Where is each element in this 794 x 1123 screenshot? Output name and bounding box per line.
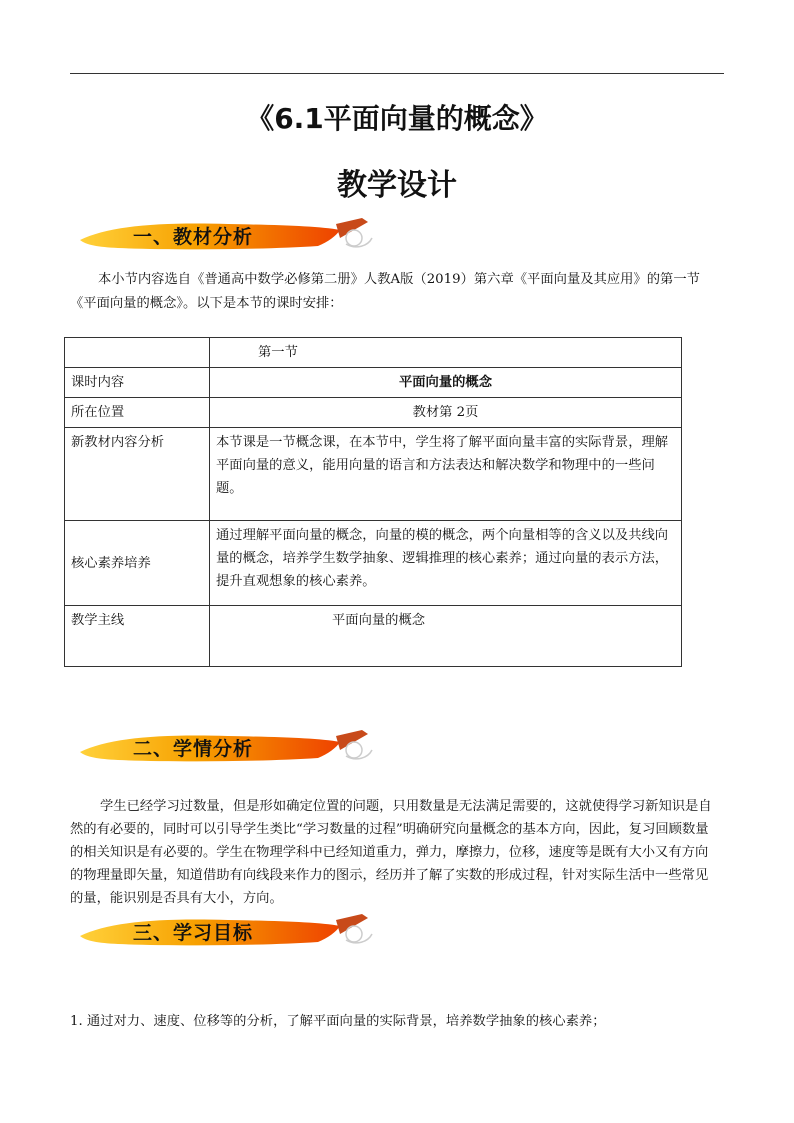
- section-banner-3: [78, 912, 378, 952]
- table-value-cell: 教材第 2页: [210, 398, 682, 428]
- table-header-cell: 第一节: [210, 338, 682, 368]
- section-title-3: 三、学习目标: [133, 922, 254, 944]
- table-row: [65, 398, 682, 428]
- student-analysis-paragraph: 学生已经学习过数量，但是形如确定位置的问题，只用数量是无法满足需要的，这就使得学习新知识是自然的有必要的，同时可以引导学生类比“学习数量的过程”明确研究向量概念的基本方向，因此，复习回顾数量的相关知识是有必要的。学生在物理学科中已经知道重力，弹力，摩擦力，位移，速度等是既有大小又有方向的物理量即矢量，知道借助有向线段来作力的图示，经历并了解了实数的形成过程，针对实际生活中一些常见的量，能识别是否具有大小，方向。: [70, 799, 712, 906]
- table-label-cell: 核心素养培养: [65, 521, 210, 606]
- table-value-cell: 平面向量的概念: [210, 368, 682, 398]
- section-title-2: 二、学情分析: [133, 738, 254, 760]
- table-row: [65, 521, 682, 606]
- table-row: [65, 606, 682, 667]
- table-row: [65, 368, 682, 398]
- table-row: [65, 428, 682, 521]
- table-label-cell: 课时内容: [65, 368, 210, 398]
- section-banner-2: [78, 728, 378, 768]
- table-label-cell: 新教材内容分析: [65, 428, 210, 521]
- intro-paragraph: 本小节内容选自《普通高中数学必修第二册》人教A版（2019）第六章《平面向量及其应用》的第一节《平面向量的概念》。以下是本节的课时安排：: [70, 272, 700, 311]
- table-value-cell: 通过理解平面向量的概念，向量的模的概念，两个向量相等的含义以及共线向量的概念，培养学生数学抽象、逻辑推理的核心素养；通过向量的表示方法，提升直观想象的核心素养。: [210, 521, 682, 606]
- header-rule: [70, 73, 724, 74]
- objective-item: 1. 通过对力、速度、位移等的分析，了解平面向量的实际背景，培养数学抽象的核心素养；: [70, 1014, 606, 1029]
- table-label-cell: 所在位置: [65, 398, 210, 428]
- table-label-cell: 教学主线: [65, 606, 210, 667]
- table-value-cell: 本节课是一节概念课，在本节中，学生将了解平面向量丰富的实际背景，理解平面向量的意义，能用向量的语言和方法表达和解决数学和物理中的一些问题。: [210, 428, 682, 521]
- document-subtitle: 教学设计: [337, 168, 457, 203]
- section-title-1: 一、教材分析: [133, 226, 254, 248]
- table-value-cell: 平面向量的概念: [210, 606, 682, 667]
- document-title: 《6.1平面向量的概念》: [246, 102, 548, 135]
- section-banner-1: [78, 216, 378, 256]
- table-row: [65, 338, 682, 368]
- lesson-schedule-table: [64, 337, 682, 667]
